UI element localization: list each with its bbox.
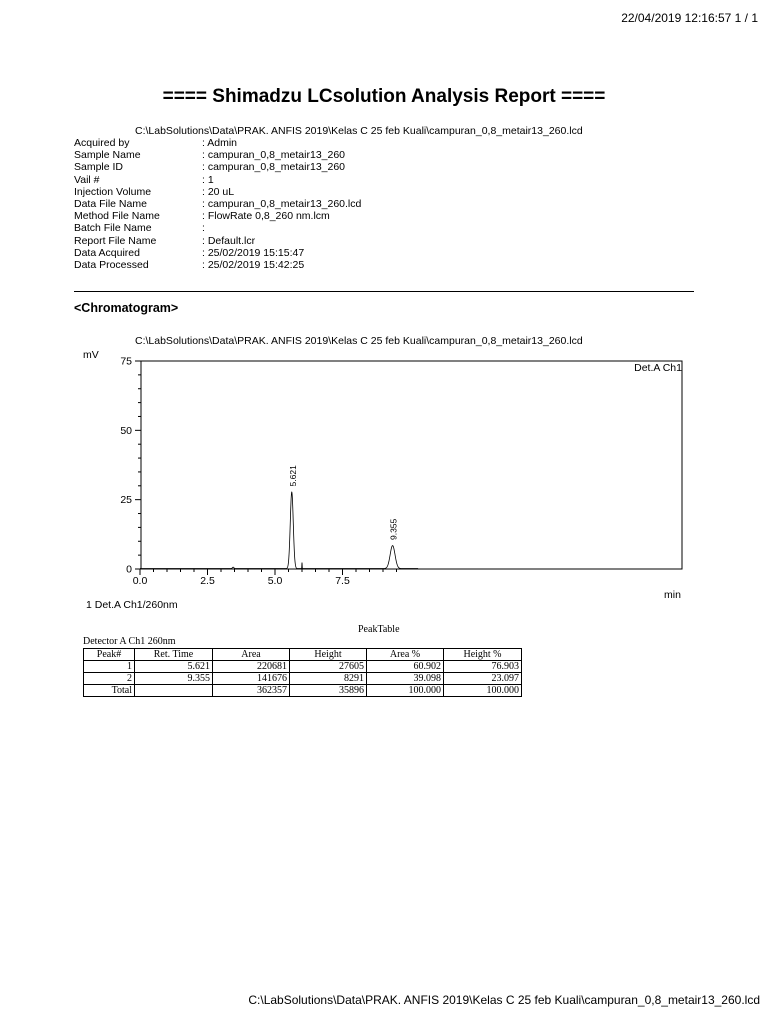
info-value: : Default.lcr	[202, 234, 256, 247]
column-header: Area	[213, 649, 290, 661]
table-cell: 362357	[213, 685, 290, 697]
y-tick-label: 50	[120, 424, 132, 437]
x-tick-label: 7.5	[335, 575, 350, 587]
chromatogram-file-path: C:\LabSolutions\Data\PRAK. ANFIS 2019\Kelas C 25 feb Kuali\campuran_0,8_metair13_260.lcd	[135, 335, 583, 347]
info-label: Report File Name	[74, 234, 157, 247]
y-tick-label: 75	[120, 355, 132, 368]
info-label: Data Processed	[74, 258, 149, 271]
x-tick-label: 0.0	[132, 575, 148, 587]
column-header: Area %	[367, 649, 444, 661]
table-row	[84, 685, 522, 697]
x-axis-label: min	[664, 589, 681, 601]
table-cell: Total	[84, 685, 135, 697]
table-cell	[135, 685, 213, 697]
info-value: : 25/02/2019 15:15:47	[202, 246, 305, 259]
table-cell: 220681	[213, 661, 290, 673]
report-file-path: C:\LabSolutions\Data\PRAK. ANFIS 2019\Kelas C 25 feb Kuali\campuran_0,8_metair13_260.lcd	[135, 125, 583, 137]
column-header: Height	[290, 649, 367, 661]
info-value: : campuran_0,8_metair13_260.lcd	[202, 197, 362, 210]
peak-table	[83, 648, 522, 697]
info-label: Method File Name	[74, 210, 160, 223]
x-tick-label: 5.0	[267, 575, 283, 587]
peak-label: 5.621	[287, 465, 298, 487]
peak-table-detector: Detector A Ch1 260nm	[83, 636, 176, 647]
info-value: : 1	[202, 173, 214, 186]
info-value: : campuran_0,8_metair13_260	[202, 149, 346, 162]
column-header: Ret. Time	[135, 649, 213, 661]
y-axis-label: mV	[83, 349, 99, 361]
table-cell: 35896	[290, 685, 367, 697]
report-title: ==== Shimadzu LCsolution Analysis Report ====	[162, 86, 606, 107]
table-cell: 5.621	[135, 661, 213, 673]
info-label: Data Acquired	[74, 246, 140, 259]
info-value: :	[202, 222, 205, 235]
table-cell: 100.000	[367, 685, 444, 697]
plot-frame	[141, 361, 682, 569]
table-cell: 141676	[213, 673, 290, 685]
column-header: Height %	[444, 649, 522, 661]
peak-label: 9.355	[388, 518, 399, 541]
footer-file-path: C:\LabSolutions\Data\PRAK. ANFIS 2019\Kelas C 25 feb Kuali\campuran_0,8_metair13_260.lcd	[248, 993, 760, 1007]
table-cell: 1	[84, 661, 135, 673]
table-cell: 76.903	[444, 661, 522, 673]
chromatogram-heading: <Chromatogram>	[74, 301, 179, 315]
info-label: Acquired by	[74, 137, 130, 149]
table-row	[84, 673, 522, 685]
x-tick-label: 2.5	[200, 575, 215, 587]
info-label: Vail #	[74, 173, 100, 186]
column-header: Peak#	[84, 649, 135, 661]
table-cell: 100.000	[444, 685, 522, 697]
info-label: Data File Name	[74, 197, 147, 210]
table-row	[84, 661, 522, 673]
info-label: Sample ID	[74, 161, 124, 174]
table-cell: 39.098	[367, 673, 444, 685]
info-label: Batch File Name	[74, 222, 152, 235]
peak-table-header-row	[84, 649, 522, 661]
channel-label: Det.A Ch1	[634, 362, 682, 374]
table-cell: 23.097	[444, 673, 522, 685]
y-tick-label: 25	[120, 494, 132, 507]
table-cell: 8291	[290, 673, 367, 685]
info-value: : FlowRate 0,8_260 nm.lcm	[202, 210, 330, 223]
info-value: : Admin	[202, 137, 238, 149]
y-tick-label: 0	[126, 563, 132, 576]
info-label: Injection Volume	[74, 185, 152, 198]
chromatogram-trace	[140, 492, 418, 569]
table-cell: 9.355	[135, 673, 213, 685]
peak-table-title: PeakTable	[358, 624, 400, 635]
chromatogram-legend: 1 Det.A Ch1/260nm	[86, 599, 178, 611]
table-cell: 2	[84, 673, 135, 685]
info-value: : 25/02/2019 15:42:25	[202, 258, 305, 271]
info-label: Sample Name	[74, 149, 141, 162]
table-cell: 27605	[290, 661, 367, 673]
info-value: : campuran_0,8_metair13_260	[202, 161, 346, 174]
print-timestamp: 22/04/2019 12:16:57 1 / 1	[621, 11, 758, 25]
info-value: : 20 uL	[202, 185, 235, 198]
table-cell: 60.902	[367, 661, 444, 673]
